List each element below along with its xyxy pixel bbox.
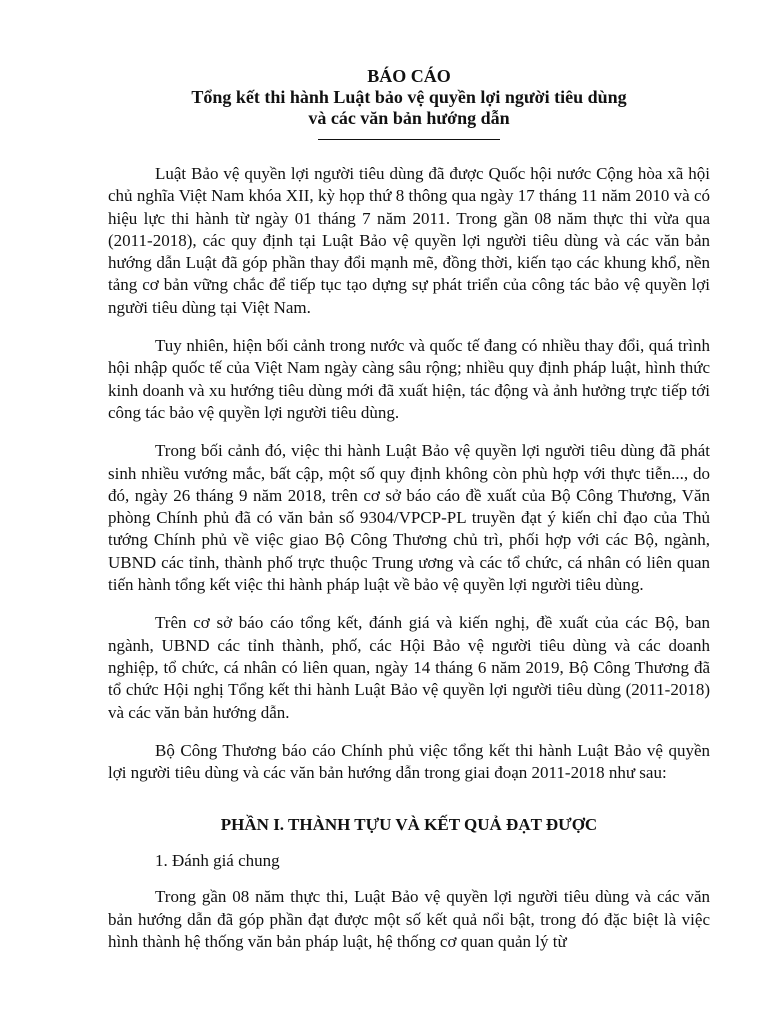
document-subtitle-line-1: Tổng kết thi hành Luật bảo vệ quyền lợi người tiêu dùng	[191, 87, 627, 107]
paragraph-directive: Trong bối cảnh đó, việc thi hành Luật Bảo vệ quyền lợi người tiêu dùng đã phát sinh nhiều vướng mắc, bất cập, một số quy định không còn phù hợp với thực tiễn..., do đó, ngày 26 tháng 9 năm 2018, trên cơ sở báo cáo đề xuất của Bộ Công Thương, Văn phòng Chính phủ đã có văn bản số 9304/VPCP-PL truyền đạt ý kiến chỉ đạo của Thủ tướng Chính phủ về việc giao Bộ Công Thương chủ trì, phối hợp với các Bộ, ngành, UBND các tỉnh, thành phố trực thuộc Trung ương và các tổ chức, cá nhân có liên quan tiến hành tổng kết việc thi hành pháp luật về bảo vệ quyền lợi người tiêu dùng.	[108, 441, 710, 595]
paragraph-intro: Luật Bảo vệ quyền lợi người tiêu dùng đã được Quốc hội nước Cộng hòa xã hội chủ nghĩa Việt Nam khóa XII, kỳ họp thứ 8 thông qua ngày 17 tháng 11 năm 2010 và có hiệu lực thi hành từ ngày 01 tháng 7 năm 2011. Trong gần 08 năm thực thi vừa qua (2011-2018), các quy định tại Luật Bảo vệ quyền lợi người tiêu dùng và các văn bản hướng dẫn Luật đã góp phần thay đổi mạnh mẽ, đồng thời, kiến tạo các khung khổ, nền tảng cơ bản vững chắc để tiếp tục tạo dựng sự phát triển của công tác bảo vệ quyền lợi người tiêu dùng tại Việt Nam.	[108, 164, 710, 317]
paragraph-report-intro: Bộ Công Thương báo cáo Chính phủ việc tổng kết thi hành Luật Bảo vệ quyền lợi người tiêu dùng và các văn bản hướng dẫn trong giai đoạn 2011-2018 như sau:	[108, 740, 710, 783]
document-page	[108, 66, 710, 953]
document-title: BÁO CÁO	[367, 66, 451, 86]
paragraph-context: Tuy nhiên, hiện bối cảnh trong nước và quốc tế đang có nhiều thay đổi, quá trình hội nhập quốc tế của Việt Nam ngày càng sâu rộng; nhiều quy định pháp luật, hình thức kinh doanh và xu hướng tiêu dùng mới đã xuất hiện, tác động và ảnh hưởng trực tiếp tới công tác bảo vệ quyền lợi người tiêu dùng.	[108, 336, 710, 422]
paragraph-conference: Trên cơ sở báo cáo tổng kết, đánh giá và kiến nghị, đề xuất của các Bộ, ban ngành, UBND các tỉnh thành, phố, các Hội Bảo vệ người tiêu dùng và các doanh nghiệp, tổ chức, cá nhân có liên quan, ngày 14 tháng 6 năm 2019, Bộ Công Thương đã tổ chức Hội nghị Tổng kết thi hành Luật Bảo vệ quyền lợi người tiêu dùng (2011-2018) và các văn bản hướng dẫn.	[108, 613, 710, 722]
title-divider	[318, 139, 500, 140]
paragraph-achievements: Trong gần 08 năm thực thi, Luật Bảo vệ quyền lợi người tiêu dùng và các văn bản hướng dẫn đã góp phần đạt được một số kết quả nổi bật, trong đó đặc biệt là việc hình thành hệ thống văn bản pháp luật, hệ thống cơ quan quản lý từ	[108, 887, 710, 952]
section-heading: PHẦN I. THÀNH TỰU VÀ KẾT QUẢ ĐẠT ĐƯỢC	[220, 815, 598, 835]
subheading-general-assessment: 1. Đánh giá chung	[155, 851, 280, 871]
document-subtitle-line-2: và các văn bản hướng dẫn	[308, 108, 510, 128]
